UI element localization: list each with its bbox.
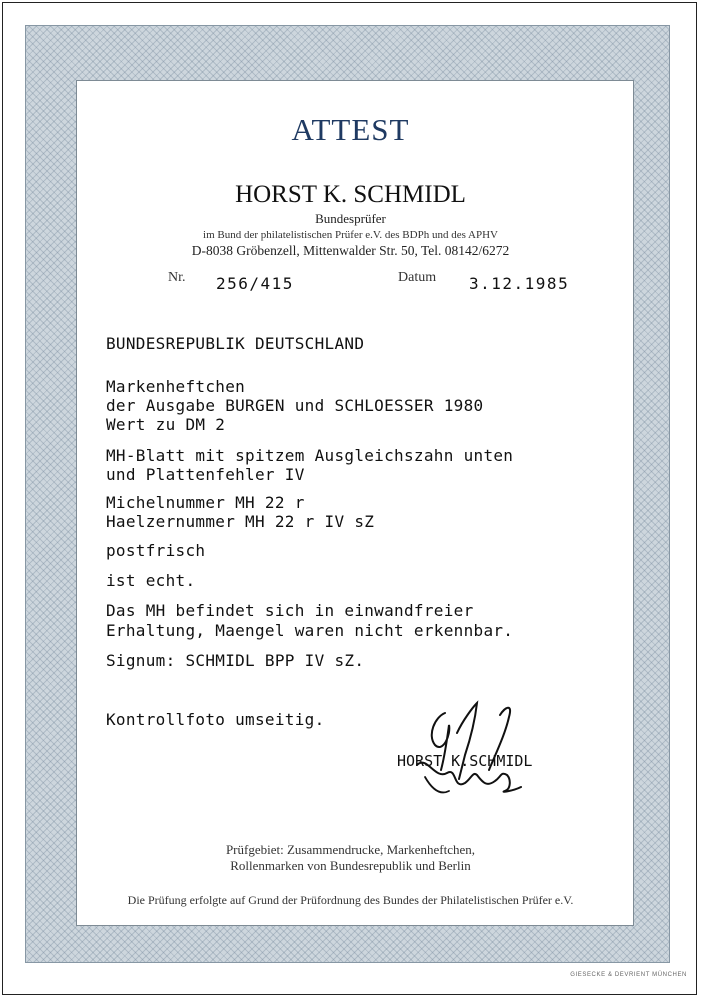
signatory-name: HORST K.SCHMIDL <box>397 752 533 770</box>
examiner-address: D-8038 Gröbenzell, Mittenwalder Str. 50, Tel. 08142/6272 <box>191 243 510 258</box>
verdict-line: ist echt. <box>106 571 196 590</box>
certificate-title: ATTEST <box>291 112 410 147</box>
nr-label: Nr. <box>168 270 186 285</box>
scope-line-1: Prüfgebiet: Zusammendrucke, Markenheftchen, <box>225 842 476 857</box>
haelzer-number: Haelzernummer MH 22 r IV sZ <box>106 512 375 531</box>
datum-label: Datum <box>398 270 437 285</box>
desc-line-2: und Plattenfehler IV <box>106 465 305 484</box>
note-line-2: Erhaltung, Maengel waren nicht erkennbar. <box>106 621 514 640</box>
examiner-name: HORST K. SCHMIDL <box>235 181 466 208</box>
country-line: BUNDESREPUBLIK DEUTSCHLAND <box>106 334 365 353</box>
item-line-1: Markenheftchen <box>106 377 246 396</box>
printer-imprint: GIESECKE & DEVRIENT MÜNCHEN <box>570 972 687 978</box>
condition-line: postfrisch <box>106 541 206 560</box>
examiner-affiliation: im Bund der philatelistischen Prüfer e.V. des BDPh und des APHV <box>203 229 498 241</box>
note-line-1: Das MH befindet sich in einwandfreier <box>106 601 474 620</box>
michel-number: Michelnummer MH 22 r <box>106 493 305 512</box>
item-line-2: der Ausgabe BURGEN und SCHLOESSER 1980 <box>106 396 484 415</box>
signum-line: Signum: SCHMIDL BPP IV sZ. <box>106 651 365 670</box>
legal-note: Die Prüfung erfolgte auf Grund der Prüfordnung des Bundes der Philatelistischen Prüfer e.V. <box>127 893 574 907</box>
desc-line-1: MH-Blatt mit spitzem Ausgleichszahn unten <box>106 446 514 465</box>
nr-value: 256/415 <box>216 274 294 293</box>
photo-note: Kontrollfoto umseitig. <box>106 710 325 729</box>
datum-value: 3.12.1985 <box>469 274 570 293</box>
scope-line-2: Rollenmarken von Bundesrepublik und Berlin <box>230 858 471 873</box>
examiner-role: Bundesprüfer <box>315 211 386 226</box>
item-line-3: Wert zu DM 2 <box>106 415 226 434</box>
